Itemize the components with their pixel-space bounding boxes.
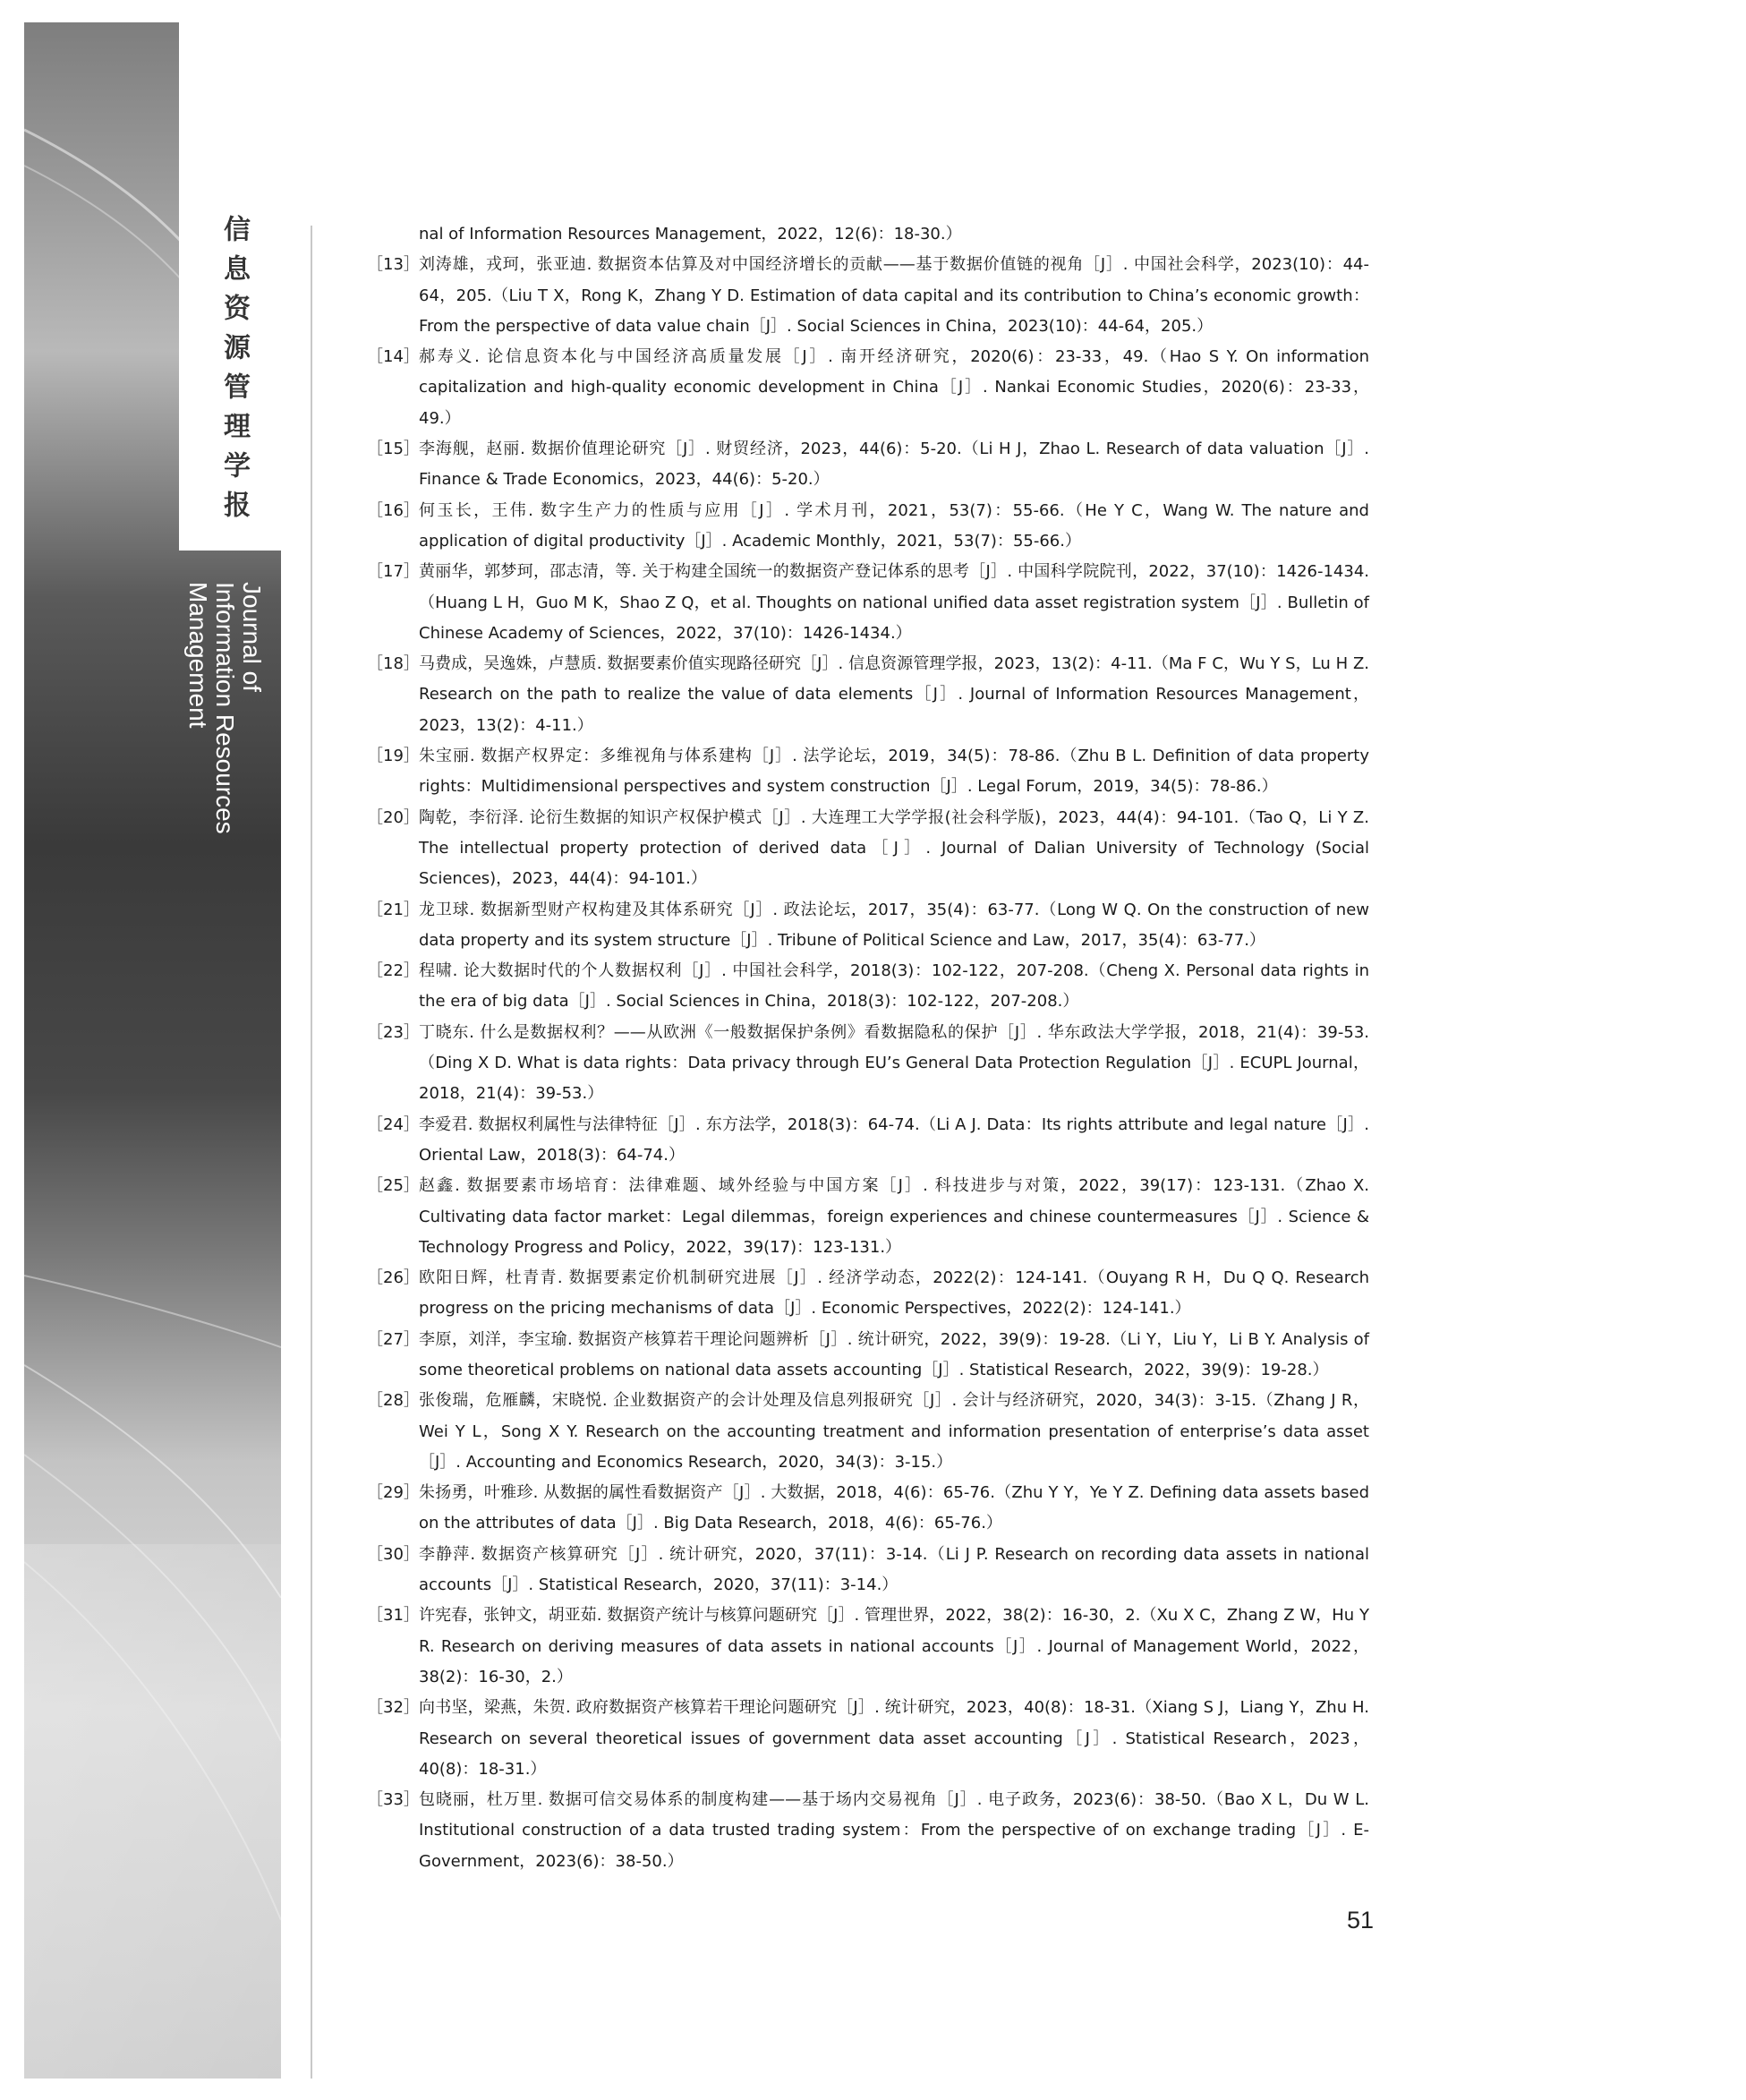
reference-item [0, 1601, 1746, 1693]
reference-text: 李静萍. 数据资产核算研究［J］. 统计研究，2020，37(11)：3-14.（Li J P. Research on recording data assets in national accounts［J］. Statistical Research，2020，37(11)：3-14.） [419, 1544, 1369, 1595]
reference-text: 张俊瑞，危雁麟，宋晓悦. 企业数据资产的会计处理及信息列报研究［J］. 会计与经济研究，2020，34(3)：3-15.（Zhang J R，Wei Y L，Song X Y. Research on the accounting treatment and information presentation of enterprise’s data asset［J］. Accounting and Economics Research，2020，34(3)：3-15.） [419, 1391, 1369, 1472]
reference-item [0, 649, 1746, 741]
reference-item [0, 557, 1746, 649]
reference-item [0, 250, 1746, 342]
reference-number: ［14］ [367, 347, 420, 367]
reference-number: ［22］ [367, 961, 420, 981]
reference-item [0, 1325, 1746, 1387]
reference-text: 刘涛雄，戎珂，张亚迪. 数据资本估算及对中国经济增长的贡献——基于数据价值链的视角［J］. 中国社会科学，2023(10)：44-64，205.（Liu T X，Rong K，Zhang Y D. Estimation of data capital and its contribution to China’s economic growth：From the perspective of data value chain［J］. Social Sciences in China，2023(10)：44-64，205.） [419, 255, 1369, 336]
reference-text: 欧阳日辉，杜青青. 数据要素定价机制研究进展［J］. 经济学动态，2022(2)：124-141.（Ouyang R H，Du Q Q. Research progress on the pricing mechanisms of data［J］. Economic Perspectives，2022(2)：124-141.） [419, 1268, 1369, 1319]
reference-number: ［15］ [367, 440, 420, 459]
reference-number: ［32］ [367, 1698, 420, 1718]
reference-text: 何玉长，王伟. 数字生产力的性质与应用［J］. 学术月刊，2021，53(7)：55-66.（He Y C，Wang W. The nature and application of digital productivity［J］. Academic Monthly，2021，53(7)：55-66.） [419, 500, 1369, 551]
reference-item [0, 342, 1746, 434]
reference-number: ［19］ [367, 747, 420, 766]
reference-text: 向书坚，梁燕，朱贺. 政府数据资产核算若干理论问题研究［J］. 统计研究，2023，40(8)：18-31.（Xiang S J，Liang Y，Zhu H. Research on several theoretical issues of government data asset accounting［J］. Statistical Research，2023，40(8)：18-31.） [419, 1698, 1369, 1779]
reference-item [0, 1478, 1746, 1540]
reference-number: ［23］ [367, 1022, 420, 1042]
reference-item [0, 741, 1746, 803]
reference-number: ［33］ [367, 1790, 420, 1810]
reference-item [0, 434, 1746, 496]
reference-number: ［25］ [367, 1176, 420, 1196]
reference-number: ［16］ [367, 500, 420, 520]
reference-text: 黄丽华，郭梦珂，邵志清，等. 关于构建全国统一的数据资产登记体系的思考［J］. 中国科学院院刊，2022，37(10)：1426-1434.（Huang L H，Guo M K，Shao Z Q，et al. Thoughts on national unified data asset registration system［J］. Bulletin of Chinese Academy of Sciences，2022，37(10)：1426-1434.） [419, 562, 1369, 643]
reference-item [0, 1018, 1746, 1110]
reference-number: ［17］ [367, 562, 420, 582]
reference-number: ［21］ [367, 900, 420, 919]
page-number: 51 [1346, 1907, 1374, 1934]
reference-text: 赵鑫. 数据要素市场培育：法律难题、域外经验与中国方案［J］. 科技进步与对策，2022，39(17)：123-131.（Zhao X. Cultivating data factor market：Legal dilemmas，foreign experiences and chinese countermeasures［J］. Science & Technology Progress and Policy，2022，39(17)：123-131.） [419, 1176, 1369, 1257]
reference-item [0, 895, 1746, 957]
reference-number: ［30］ [367, 1544, 420, 1564]
reference-number: ［26］ [367, 1268, 420, 1288]
reference-text: 包晓丽，杜万里. 数据可信交易体系的制度构建——基于场内交易视角［J］. 电子政务，2023(6)：38-50.（Bao X L，Du W L. Institutional construction of a data trusted trading system：From the perspective of on exchange trading［J］. E-Government，2023(6)：38-50.） [419, 1790, 1369, 1871]
reference-number: ［18］ [367, 654, 420, 674]
reference-text: 朱宝丽. 数据产权界定：多维视角与体系建构［J］. 法学论坛，2019，34(5)：78-86.（Zhu B L. Definition of data property rights：Multidimensional perspectives and system construction［J］. Legal Forum，2019，34(5)：78-86.） [419, 747, 1369, 797]
reference-text: 程啸. 论大数据时代的个人数据权利［J］. 中国社会科学，2018(3)：102-122，207-208.（Cheng X. Personal data rights in the era of big data［J］. Social Sciences in China，2018(3)：102-122，207-208.） [419, 961, 1369, 1012]
reference-number: ［20］ [367, 807, 420, 827]
reference-number: ［27］ [367, 1329, 420, 1349]
reference-text: 李海舰，赵丽. 数据价值理论研究［J］. 财贸经济，2023，44(6)：5-20.（Li H J，Zhao L. Research of data valuation［J］. Finance & Trade Economics，2023，44(6)：5-20.） [419, 440, 1369, 490]
reference-item [0, 803, 1746, 895]
reference-item [0, 1386, 1746, 1478]
reference-item [0, 1693, 1746, 1785]
reference-item [0, 1540, 1746, 1601]
reference-item [0, 1263, 1746, 1325]
reference-number: ［29］ [367, 1483, 420, 1503]
reference-number: ［28］ [367, 1391, 420, 1411]
journal-title-en-line-1: Journal of [238, 582, 266, 692]
reference-item [0, 496, 1746, 558]
reference-text: 许宪春，张钟文，胡亚茹. 数据资产统计与核算问题研究［J］. 管理世界，2022，38(2)：16-30，2.（Xu X C，Zhang Z W，Hu Y R. Research on deriving measures of data assets in national accounts［J］. Journal of Management World，2022，38(2)：16-30，2.） [419, 1606, 1369, 1686]
reference-text: 龙卫球. 数据新型财产权构建及其体系研究［J］. 政法论坛，2017，35(4)：63-77.（Long W Q. On the construction of new data property and its system structure［J］. Tribune of Political Science and Law，2017，35(4)：63-77.） [419, 900, 1369, 950]
reference-item [0, 956, 1746, 1018]
reference-text: 李原，刘洋，李宝瑜. 数据资产核算若干理论问题辨析［J］. 统计研究，2022，39(9)：19-28.（Li Y，Liu Y，Li B Y. Analysis of some theoretical problems on national data assets accounting［J］. Statistical Research，2022，39(9)：19-28.） [419, 1329, 1369, 1379]
journal-title-cn: 信息资源管理学报 [218, 215, 250, 530]
reference-number: ［13］ [367, 255, 420, 275]
reference-item [0, 1171, 1746, 1263]
reference-text: 马费成，吴逸姝，卢慧质. 数据要素价值实现路径研究［J］. 信息资源管理学报，2023，13(2)：4-11.（Ma F C，Wu Y S，Lu H Z. Research on the path to realize the value of data elements［J］. Journal of Information Resources Management，2023，13(2)：4-11.） [419, 654, 1369, 735]
journal-title-en-line-3: Management [184, 582, 212, 729]
reference-text: 陶乾，李衍泽. 论衍生数据的知识产权保护模式［J］. 大连理工大学学报(社会科学版)，2023，44(4)：94-101.（Tao Q，Li Y Z. The intellectual property protection of derived data［J］. Journal of Dalian University of Technology (Social Sciences)，2023，44(4)：94-101.） [419, 807, 1369, 889]
reference-number: ［24］ [367, 1114, 420, 1134]
reference-text: 丁晓东. 什么是数据权利？——从欧洲《一般数据保护条例》看数据隐私的保护［J］. 华东政法大学学报，2018，21(4)：39-53.（Ding X D. What is data rights：Data privacy through EU’s General Data Protection Regulation［J］. ECUPL Journal，2018，21(4)：39-53.） [419, 1022, 1369, 1104]
journal-title-en-line-2: Information Resources [211, 582, 239, 834]
reference-list [0, 219, 1746, 1877]
reference-text: 李爱君. 数据权利属性与法律特征［J］. 东方法学，2018(3)：64-74.（Li A J. Data：Its rights attribute and legal nature［J］. Oriental Law，2018(3)：64-74.） [419, 1114, 1369, 1165]
reference-item [0, 1110, 1746, 1172]
reference-text: 郝寿义. 论信息资本化与中国经济高质量发展［J］. 南开经济研究，2020(6)：23-33，49.（Hao S Y. On information capitalization and high-quality economic development in China［J］. Nankai Economic Studies，2020(6)：23-33，49.） [419, 347, 1369, 428]
reference-text: 朱扬勇，叶雅珍. 从数据的属性看数据资产［J］. 大数据，2018，4(6)：65-76.（Zhu Y Y，Ye Y Z. Defining data assets based on the attributes of data［J］. Big Data Research，2018，4(6)：65-76.） [419, 1483, 1369, 1533]
continuation-line: nal of Information Resources Management，2022，12(6)：18-30.） [419, 225, 962, 243]
reference-item [0, 1785, 1746, 1877]
reference-number: ［31］ [367, 1606, 420, 1626]
